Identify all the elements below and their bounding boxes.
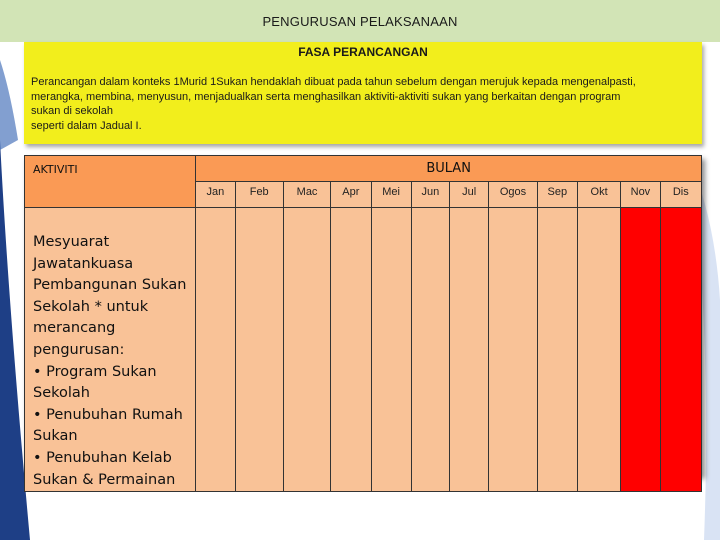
schedule-table — [24, 155, 702, 492]
schedule-cell-ogos — [489, 208, 537, 492]
month-header-apr: Apr — [331, 182, 371, 208]
schedule-cell-jan — [196, 208, 235, 492]
schedule-cell-dis — [660, 208, 701, 492]
phase-description-line: sukan di sekolah — [31, 105, 113, 117]
phase-description — [31, 75, 695, 133]
month-header-dis: Dis — [660, 182, 701, 208]
schedule-cell-apr — [331, 208, 371, 492]
month-header-jan: Jan — [196, 182, 235, 208]
month-header-ogos: Ogos — [489, 182, 537, 208]
month-header-sep: Sep — [537, 182, 577, 208]
activity-line: Mesyuarat — [33, 234, 110, 250]
activity-line: • Penubuhan Rumah — [33, 406, 183, 423]
month-header-feb: Feb — [235, 182, 283, 208]
phase-panel — [24, 42, 702, 144]
schedule-cell-jun — [411, 208, 449, 492]
left-blue-accent — [0, 60, 18, 150]
schedule-cell-feb — [235, 208, 283, 492]
schedule-cell-mei — [371, 208, 411, 492]
activity-line: • Program Sukan — [33, 363, 157, 380]
activity-header-label: AKTIVITI — [33, 163, 78, 176]
activity-line: Sukan — [33, 428, 78, 445]
activity-line: • Penubuhan Kelab — [33, 449, 172, 466]
activity-line: Sukan & Permainan — [33, 471, 176, 488]
activity-description-cell — [25, 208, 196, 492]
month-header-okt: Okt — [577, 182, 620, 208]
activity-column-header — [25, 156, 196, 208]
activity-line: merancang — [33, 320, 116, 337]
phase-title: FASA PERANCANGAN — [298, 45, 428, 59]
activity-line: Jawatankuasa — [33, 255, 134, 272]
month-group-label: BULAN — [426, 161, 471, 176]
month-header-jul: Jul — [450, 182, 489, 208]
activity-line: Pembangunan Sukan — [33, 277, 187, 294]
activity-line: Sekolah * untuk — [33, 298, 149, 315]
schedule-table-container — [24, 155, 702, 488]
page-title-bar — [0, 0, 720, 42]
schedule-cell-okt — [577, 208, 620, 492]
activity-line: pengurusan: — [33, 341, 125, 358]
schedule-cell-jul — [450, 208, 489, 492]
month-header-mei: Mei — [371, 182, 411, 208]
month-group-header — [196, 156, 702, 182]
phase-description-line: merangka, membina, menyusun, menjadualkan serta menghasilkan aktiviti-aktiviti sukan yang berkaitan dengan program — [31, 90, 621, 103]
month-header-nov: Nov — [621, 182, 660, 208]
phase-description-line: seperti dalam Jadual I. — [31, 119, 142, 132]
schedule-cell-mac — [283, 208, 330, 492]
schedule-cell-nov — [621, 208, 660, 492]
month-header-jun: Jun — [411, 182, 449, 208]
page-title: PENGURUSAN PELAKSANAAN — [262, 13, 458, 29]
phase-description-line: Perancangan dalam konteks 1Murid 1Sukan hendaklah dibuat pada tahun sebelum dengan merujuk kepada mengenalpasti, — [31, 76, 636, 88]
month-header-mac: Mac — [283, 182, 330, 208]
schedule-cell-sep — [537, 208, 577, 492]
activity-line: Sekolah — [33, 385, 90, 402]
